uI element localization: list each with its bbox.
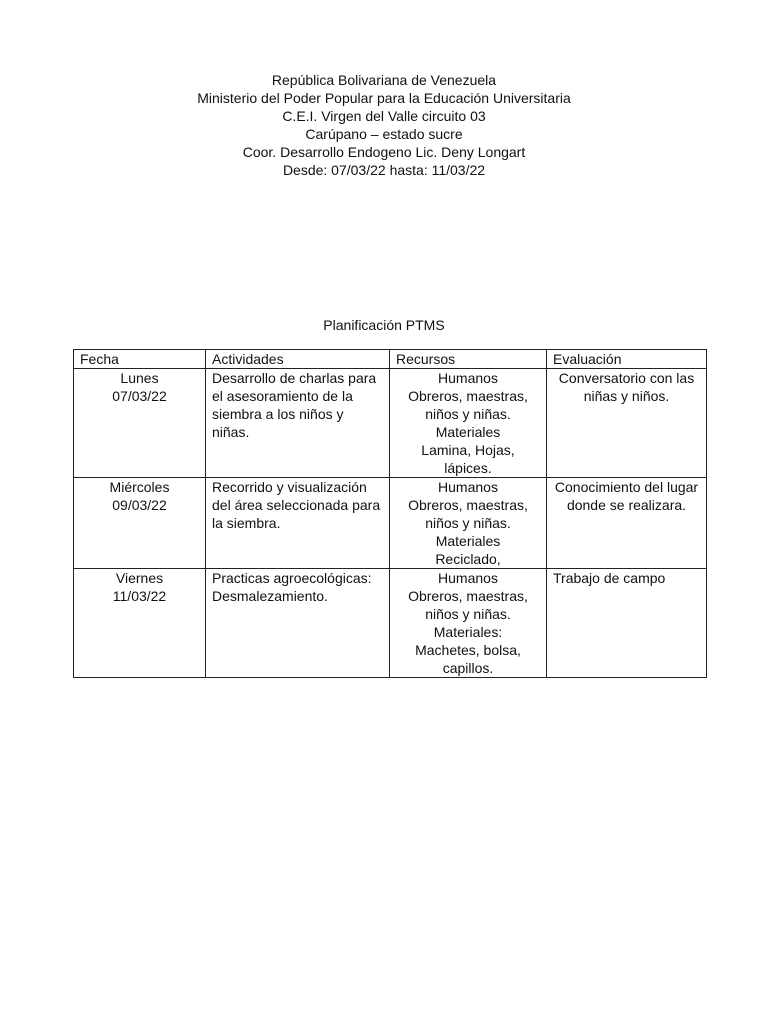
column-header-date: Fecha [74, 350, 206, 369]
resource-line: Obreros, maestras, niños y niñas. [408, 588, 528, 622]
column-header-resources: Recursos [390, 350, 547, 369]
date-cell [74, 478, 206, 569]
plan-title: Planificación PTMS [323, 317, 445, 333]
column-header-activities: Actividades [206, 350, 390, 369]
resources-cell [390, 369, 547, 478]
resource-line: Machetes, bolsa, capillos. [415, 642, 521, 676]
resource-line: Materiales: [433, 624, 503, 640]
resource-line: Obreros, maestras, niños y niñas. [408, 388, 528, 422]
header-date-range: Desde: 07/03/22 hasta: 11/03/22 [282, 162, 486, 178]
header-country: República Bolivariana de Venezuela [271, 72, 497, 88]
table-row [74, 569, 707, 678]
header-location: Carúpano – estado sucre [305, 126, 463, 142]
resource-line: Obreros, maestras, niños y niñas. [408, 497, 528, 531]
date-cell [74, 569, 206, 678]
resource-line: Materiales [435, 424, 501, 440]
day-label: Viernes [115, 570, 164, 586]
header-ministry: Ministerio del Poder Popular para la Educación Universitaria [197, 90, 571, 106]
resource-line: Lamina, Hojas, lápices. [421, 442, 515, 476]
plan-table [73, 349, 707, 678]
day-label: Miércoles [109, 479, 170, 495]
activity-cell: Recorrido y visualización del área seleccionada para la siembra. [206, 478, 390, 569]
table-row [74, 369, 707, 478]
evaluation-cell: Conversatorio con las niñas y niños. [547, 369, 707, 478]
resource-line: Humanos [438, 570, 498, 586]
evaluation-cell: Trabajo de campo [547, 569, 707, 678]
day-label: Lunes [120, 370, 159, 386]
resource-line: Materiales [435, 533, 501, 549]
evaluation-cell: Conocimiento del lugar donde se realizara. [547, 478, 707, 569]
header-school: C.E.I. Virgen del Valle circuito 03 [282, 108, 486, 124]
date-label: 07/03/22 [112, 388, 167, 404]
header-coordinator: Coor. Desarrollo Endogeno Lic. Deny Longart [242, 144, 526, 160]
resource-line: Humanos [438, 370, 498, 386]
resource-line: Humanos [438, 479, 498, 495]
date-cell [74, 369, 206, 478]
resource-line: Reciclado, [435, 551, 501, 567]
table-row [74, 478, 707, 569]
table-header-row [74, 350, 707, 369]
resources-cell [390, 478, 547, 569]
activity-cell: Desarrollo de charlas para el asesoramiento de la siembra a los niños y niñas. [206, 369, 390, 478]
activity-cell: Practicas agroecológicas: Desmalezamiento. [206, 569, 390, 678]
column-header-evaluation: Evaluación [547, 350, 707, 369]
document-header [0, 71, 768, 179]
date-label: 11/03/22 [112, 588, 167, 604]
date-label: 09/03/22 [112, 497, 167, 513]
resources-cell [390, 569, 547, 678]
